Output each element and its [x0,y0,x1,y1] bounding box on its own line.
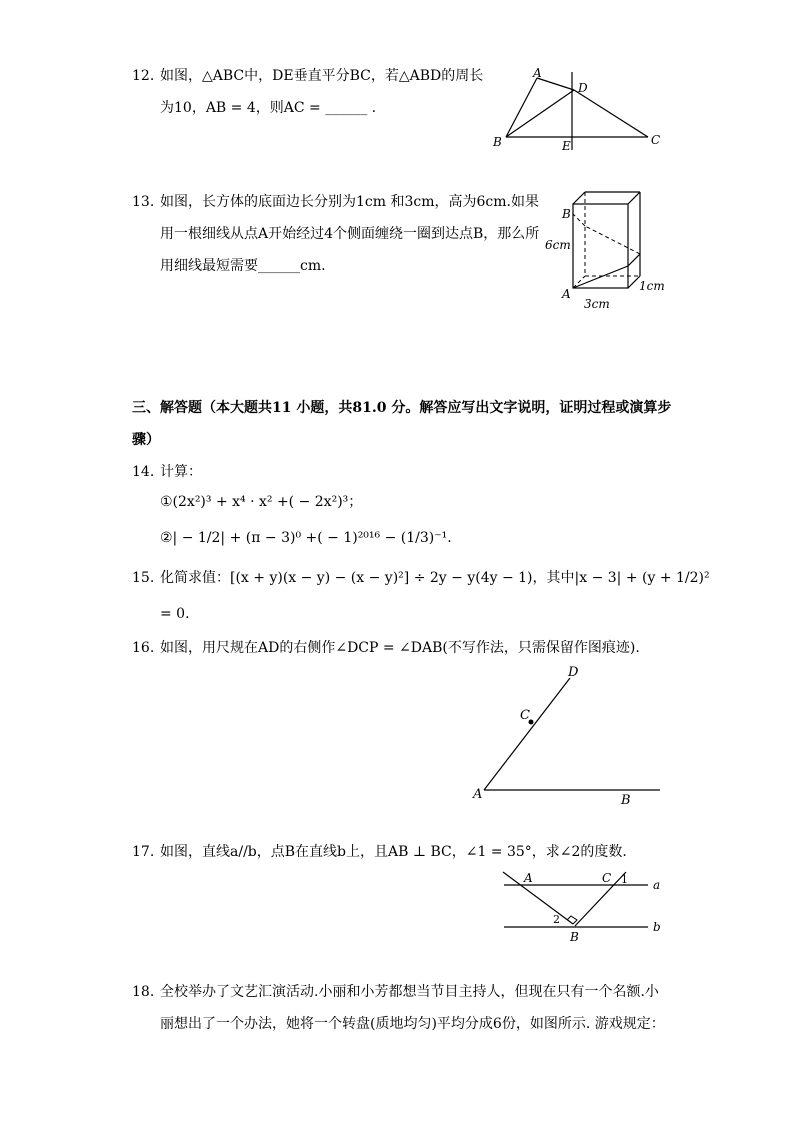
q16-number: 16. [132,640,155,656]
label-c: C [520,708,530,723]
q14-item1: ①(2x²)³ + x⁴ · x² +( − 2x²)³； [160,494,363,510]
q13-line2: 用一根细线从点A开始经过4个侧面缠绕一圈到达点B，那么所 [160,226,540,242]
label-c: C [651,133,661,147]
section3-heading-line2: 骤） [132,432,160,448]
q16-angle-figure [468,660,668,810]
segment-bd [506,90,574,137]
q15-line2: = 0. [160,606,190,622]
label-angle-2: 2 [553,913,560,926]
q18-number: 18. [132,984,155,1000]
q12-line2: 为10，AB = 4，则AC = ______ . [160,100,377,116]
segment-ab [503,872,573,924]
label-angle-1: 1 [621,873,628,886]
label-line-b: b [653,920,661,934]
q17-parallel-lines-figure [498,868,668,948]
string-right [628,254,640,266]
segment-bc [575,872,626,926]
label-a: A [473,787,483,802]
q16-line1: 如图，用尺规在AD的右侧作∠DCP = ∠DAB(不写作法，只需保留作图痕迹). [160,640,640,656]
string-back [585,226,640,254]
string-left [573,214,585,226]
segment-dc [574,90,648,137]
q17-line1: 如图，直线a//b，点B在直线b上，且AB ⊥ BC，∠1 = 35°，求∠2的度数. [160,844,627,860]
label-b: B [562,207,571,221]
q17-number: 17. [132,844,155,860]
q15-line1: 化简求值：[(x + y)(x − y) − (x − y)²] ÷ 2y − y(4y − 1)，其中|x − 3| + (y + 1/2)² [160,570,710,586]
q13-line1: 如图，长方体的底面边长分别为1cm 和3cm，高为6cm.如果 [160,194,539,210]
label-b: B [621,793,631,808]
label-d: D [568,665,579,680]
label-b: B [570,930,579,944]
string-front [573,266,628,288]
label-a: A [533,66,542,80]
q14-number: 14. [132,464,155,480]
label-d: D [578,81,588,95]
q13-cuboid-figure [540,186,668,312]
q13-line3: 用细线最短需要______cm. [160,258,326,274]
label-height: 6cm [545,238,571,252]
front-face [573,204,628,288]
label-e: E [562,139,571,153]
q14-item2: ②| − 1/2| + (π − 3)⁰ +( − 1)²⁰¹⁶ − (1/3)⁻¹. [160,530,452,546]
label-c: C [602,871,612,885]
label-width: 3cm [584,297,610,311]
label-line-a: a [653,878,661,892]
q18-line1: 全校举办了文艺汇演活动.小丽和小芳都想当节目主持人，但现在只有一个名额.小 [160,984,659,1000]
q14-title: 计算： [160,464,202,480]
segment-ab [506,78,537,137]
label-b: B [493,135,502,149]
q12-triangle-figure [488,64,668,158]
q13-number: 13. [132,194,155,210]
q12-line1: 如图，△ABC中，DE垂直平分BC，若△ABD的周长 [160,68,484,84]
section3-heading-line1: 三、解答题（本大题共11 小题，共81.0 分。解答应写出文字说明，证明过程或演算步 [132,400,672,416]
ray-ad [484,678,570,790]
label-a: A [524,871,533,885]
segment-ad [537,78,574,90]
label-depth: 1cm [639,279,665,293]
q15-number: 15. [132,570,155,586]
label-a: A [562,287,571,301]
q18-line2: 丽想出了一个办法，她将一个转盘(质地均匀)平均分成6份，如图所示. 游戏规定： [160,1016,665,1032]
q12-number: 12. [132,68,155,84]
